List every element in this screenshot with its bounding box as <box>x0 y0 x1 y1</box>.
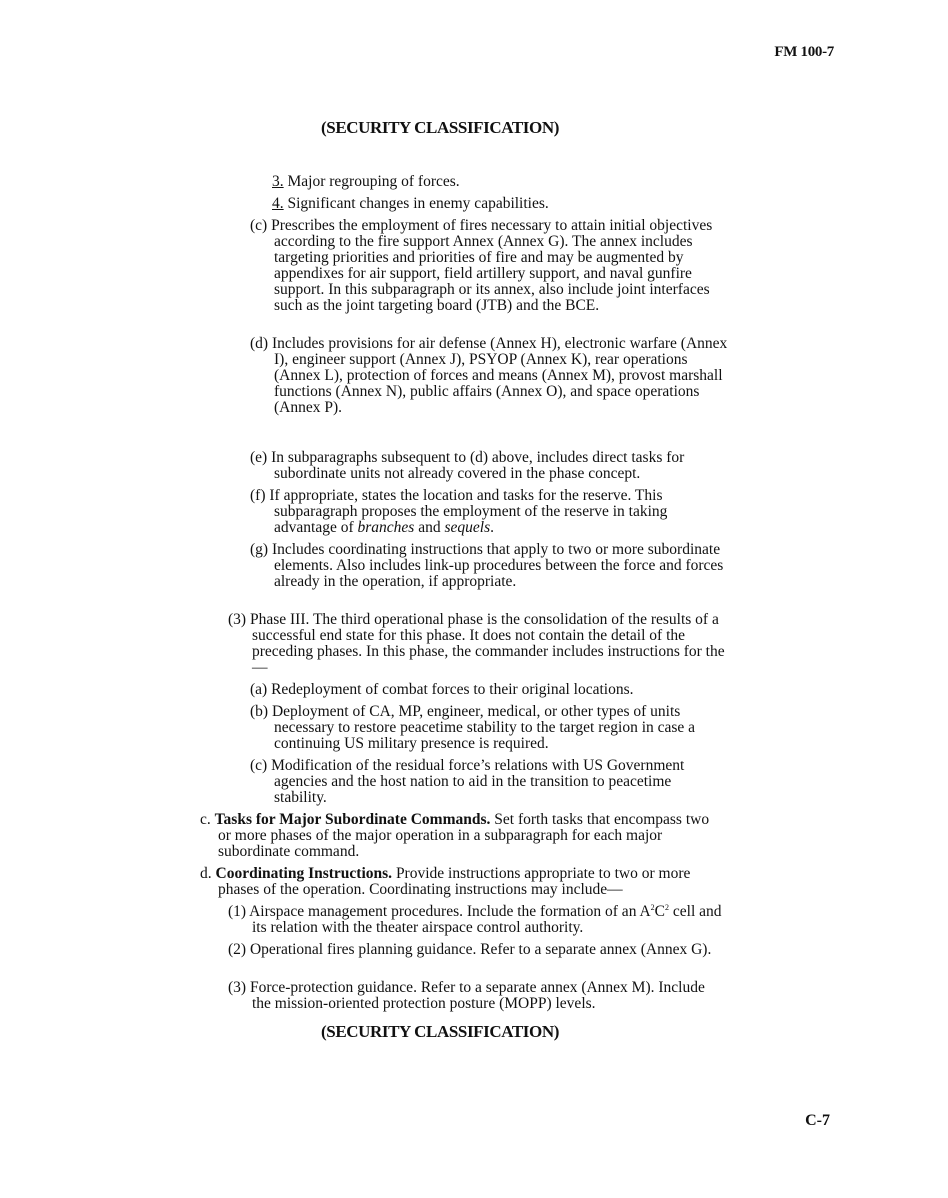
list-item: d. Coordinating Instructions. Provide instructions appropriate to two or more phases of the operation. Coordinating instructions may include— <box>200 865 691 898</box>
list-item: 3. Major regrouping of forces. <box>272 173 460 190</box>
list-item: (c) Modification of the residual force’s relations with US Government agencies and the host nation to aid in the transition to peacetime stability. <box>250 757 685 806</box>
list-item: 4. Significant changes in enemy capabilities. <box>272 195 549 212</box>
list-item: (e) In subparagraphs subsequent to (d) above, includes direct tasks for subordinate units not already covered in the phase concept. <box>250 449 685 482</box>
list-item: (b) Deployment of CA, MP, engineer, medical, or other types of units necessary to restore peacetime stability to the target region in case a continuing US military presence is required. <box>250 703 696 752</box>
list-item: (f) If appropriate, states the location and tasks for the reserve. This subparagraph proposes the employment of the reserve in taking advantage of branches and sequels. <box>250 487 668 536</box>
security-classification-top: (SECURITY CLASSIFICATION) <box>321 118 559 137</box>
list-item: (2) Operational fires planning guidance. Refer to a separate annex (Annex G). <box>228 941 712 958</box>
list-item: (g) Includes coordinating instructions that apply to two or more subordinate elements. Also includes link-up procedures between the force and forces already in the operation, if appropriate. <box>250 541 724 590</box>
list-item: (1) Airspace management procedures. Include the formation of an $A^2C^2$ cell and its relation with the theater airspace control authority. <box>228 902 722 936</box>
security-classification-bottom: (SECURITY CLASSIFICATION) <box>321 1022 559 1041</box>
page-number: C-7 <box>805 1112 830 1129</box>
list-item: (a) Redeployment of combat forces to their original locations. <box>250 681 634 698</box>
list-item: (3) Force-protection guidance. Refer to a separate annex (Annex M). Include the mission-oriented protection posture (MOPP) levels. <box>228 979 705 1012</box>
list-item: (c) Prescribes the employment of fires necessary to attain initial objectives according to the fire support Annex (Annex G). The annex includes targeting priorities and priorities of fire and may be augmented by appendixes for air support, field artillery support, and naval gunfire support. In this subparagraph or its annex, also include joint interfaces such as the joint targeting board (JTB) and the BCE. <box>250 217 713 314</box>
list-item: c. Tasks for Major Subordinate Commands. Set forth tasks that encompass two or more phases of the major operation in a subparagraph for each major subordinate command. <box>200 811 710 860</box>
list-item: (3) Phase III. The third operational phase is the consolidation of the results of a successful end state for this phase. It does not contain the detail of the preceding phases. In this phase, the commander includes instructions for the— <box>228 611 725 676</box>
document-id: FM 100-7 <box>774 44 834 60</box>
list-item: (d) Includes provisions for air defense (Annex H), electronic warfare (Annex I), engineer support (Annex J), PSYOP (Annex K), rear operations (Annex L), protection of forces and means (Annex M), provost marshall functions (Annex N), public affairs (Annex O), and space operations (Annex P). <box>250 335 728 416</box>
